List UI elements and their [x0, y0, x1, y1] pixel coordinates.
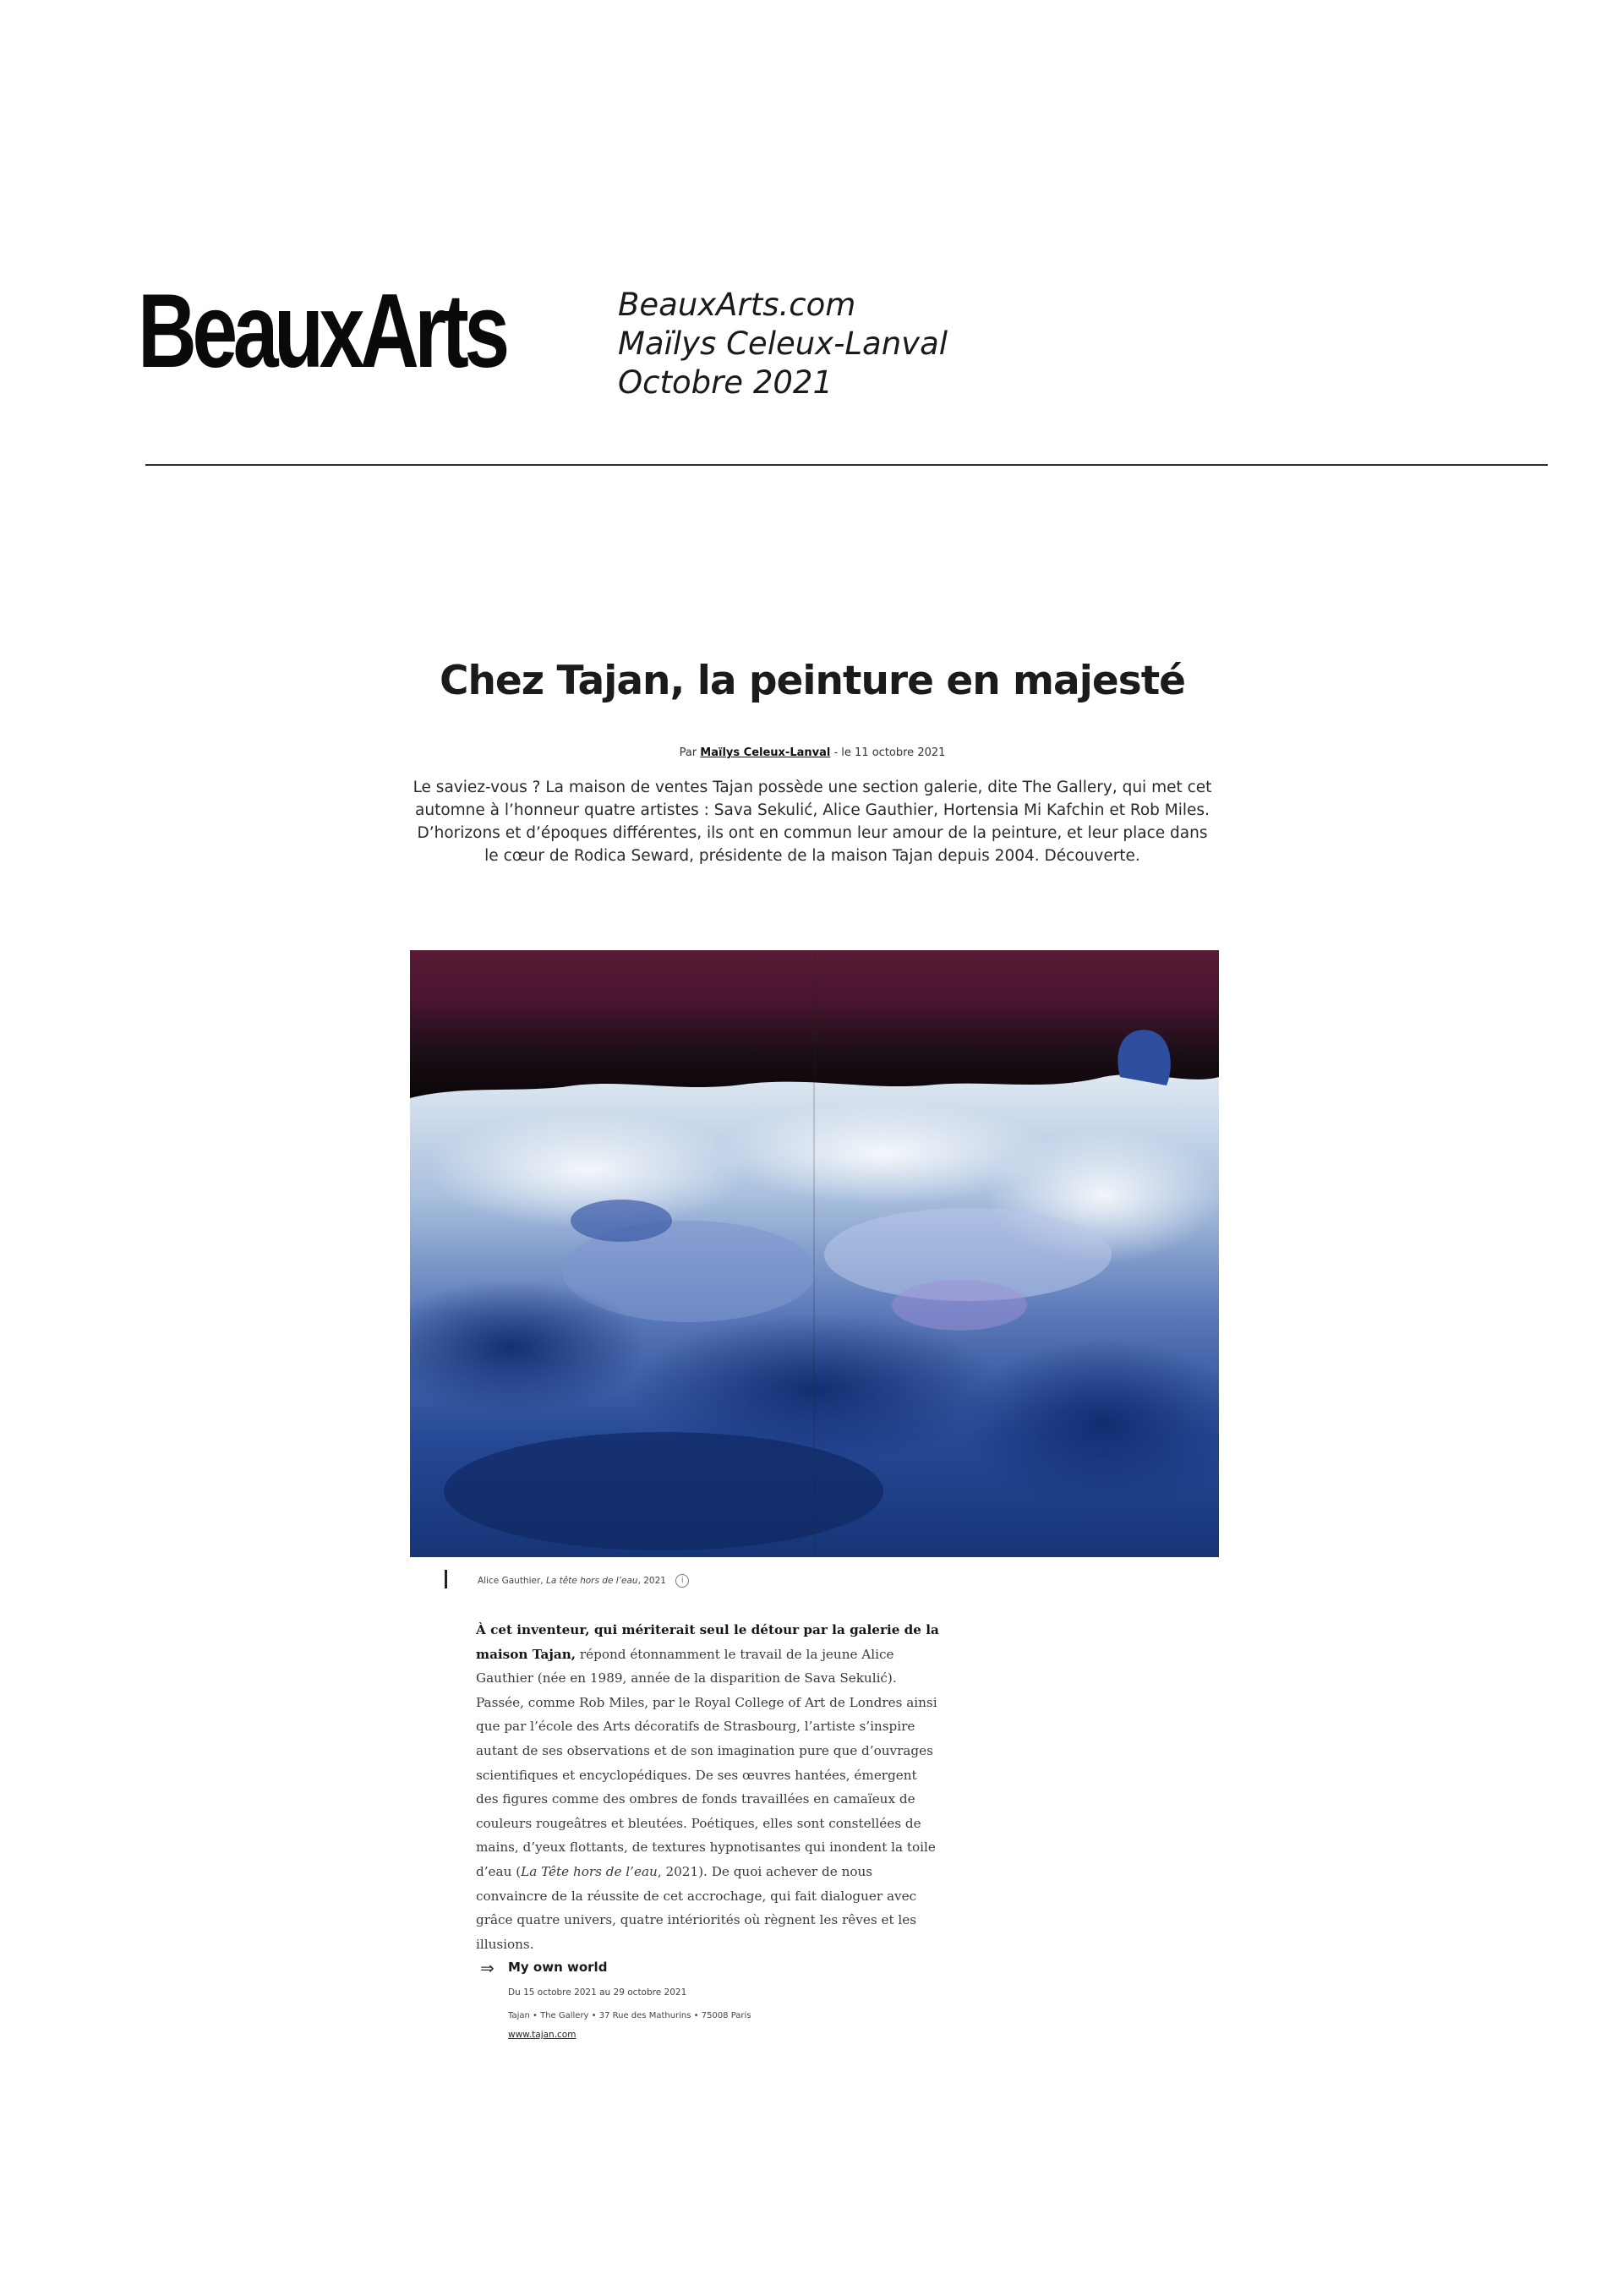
byline-date: - le 11 octobre 2021 — [833, 746, 946, 759]
source-name: BeauxArts.com — [618, 287, 856, 323]
body-lead-bold: À cet inventeur, qui mériterait seul le détour par la galerie de la maison Tajan, — [476, 1622, 939, 1662]
body-text-part1: répond étonnamment le travail de la jeune Alice Gauthier (née en 1989, année de la disparition de Sava Sekulić). Passée, comme Rob Miles, par le Royal College of Art de Londres ainsi que par l’école des Arts décoratifs de Strasbourg, l’artiste s’inspire autant de ses observations et de son imagination pure que d’ouvrages scientifiques et encyclopédiques. De ses œuvres hantées, émergent des figures comme des ombres de fonds travaillées en camaïeux de couleurs rougeâtres et bleutées. Poétiques, elles sont constellées de mains, d’yeux flottants, de textures hypnotisantes qui inondent la toile d’eau ( — [476, 1646, 937, 1879]
article-title: Chez Tajan, la peinture en majesté — [439, 658, 1186, 704]
caption-marker — [445, 1570, 447, 1588]
article-body — [476, 1618, 939, 1956]
event-website-link[interactable]: www.tajan.com — [508, 2030, 577, 2040]
info-icon[interactable]: i — [675, 1574, 689, 1588]
body-italic-title: La Tête hors de l’eau — [521, 1863, 658, 1879]
body-text-part2: , 2021). De quoi achever de nous convaincre de la réussite de cet accrochage, qui fait dialoguer avec grâce quatre univers, quatre intériorités où règnent les rêves et les illusions. — [476, 1863, 917, 1952]
header-divider — [145, 464, 1548, 466]
body-paragraph — [476, 1618, 939, 1956]
source-meta — [618, 286, 948, 402]
article-byline — [411, 746, 1214, 759]
painting-image — [410, 950, 1219, 1557]
image-caption — [478, 1574, 689, 1588]
caption-title: La tête hors de l’eau — [545, 1576, 638, 1586]
article-lede: Le saviez-vous ? La maison de ventes Tajan possède une section galerie, dite The Gallery, qui met cet automne à l’honneur quatre artistes : Sava Sekulić, Alice Gauthier, Hortensia Mi Kafchin et Rob Miles. D’horizons et d’époques différentes, ils ont en commun leur amour de la peinture, et leur place dans le cœur de Rodica Seward, présidente de la maison Tajan depuis 2004. Découverte. — [413, 779, 1212, 865]
caption-artist: Alice Gauthier, — [478, 1576, 544, 1586]
event-address: Tajan • The Gallery • 37 Rue des Mathurins • 75008 Paris — [508, 2011, 751, 2020]
caption-year: , 2021 — [637, 1576, 666, 1586]
byline-author-link[interactable]: Maïlys Celeux-Lanval — [700, 746, 831, 759]
byline-prefix: Par — [679, 746, 697, 759]
beauxarts-logo: BeauxArts — [138, 273, 505, 390]
arrow-right-icon: ⇒ — [480, 1958, 495, 1978]
event-name: My own world — [508, 1960, 608, 1975]
event-dates: Du 15 octobre 2021 au 29 octobre 2021 — [508, 1987, 687, 1998]
source-date: Octobre 2021 — [618, 364, 833, 401]
source-author: Maïlys Celeux-Lanval — [618, 325, 948, 362]
